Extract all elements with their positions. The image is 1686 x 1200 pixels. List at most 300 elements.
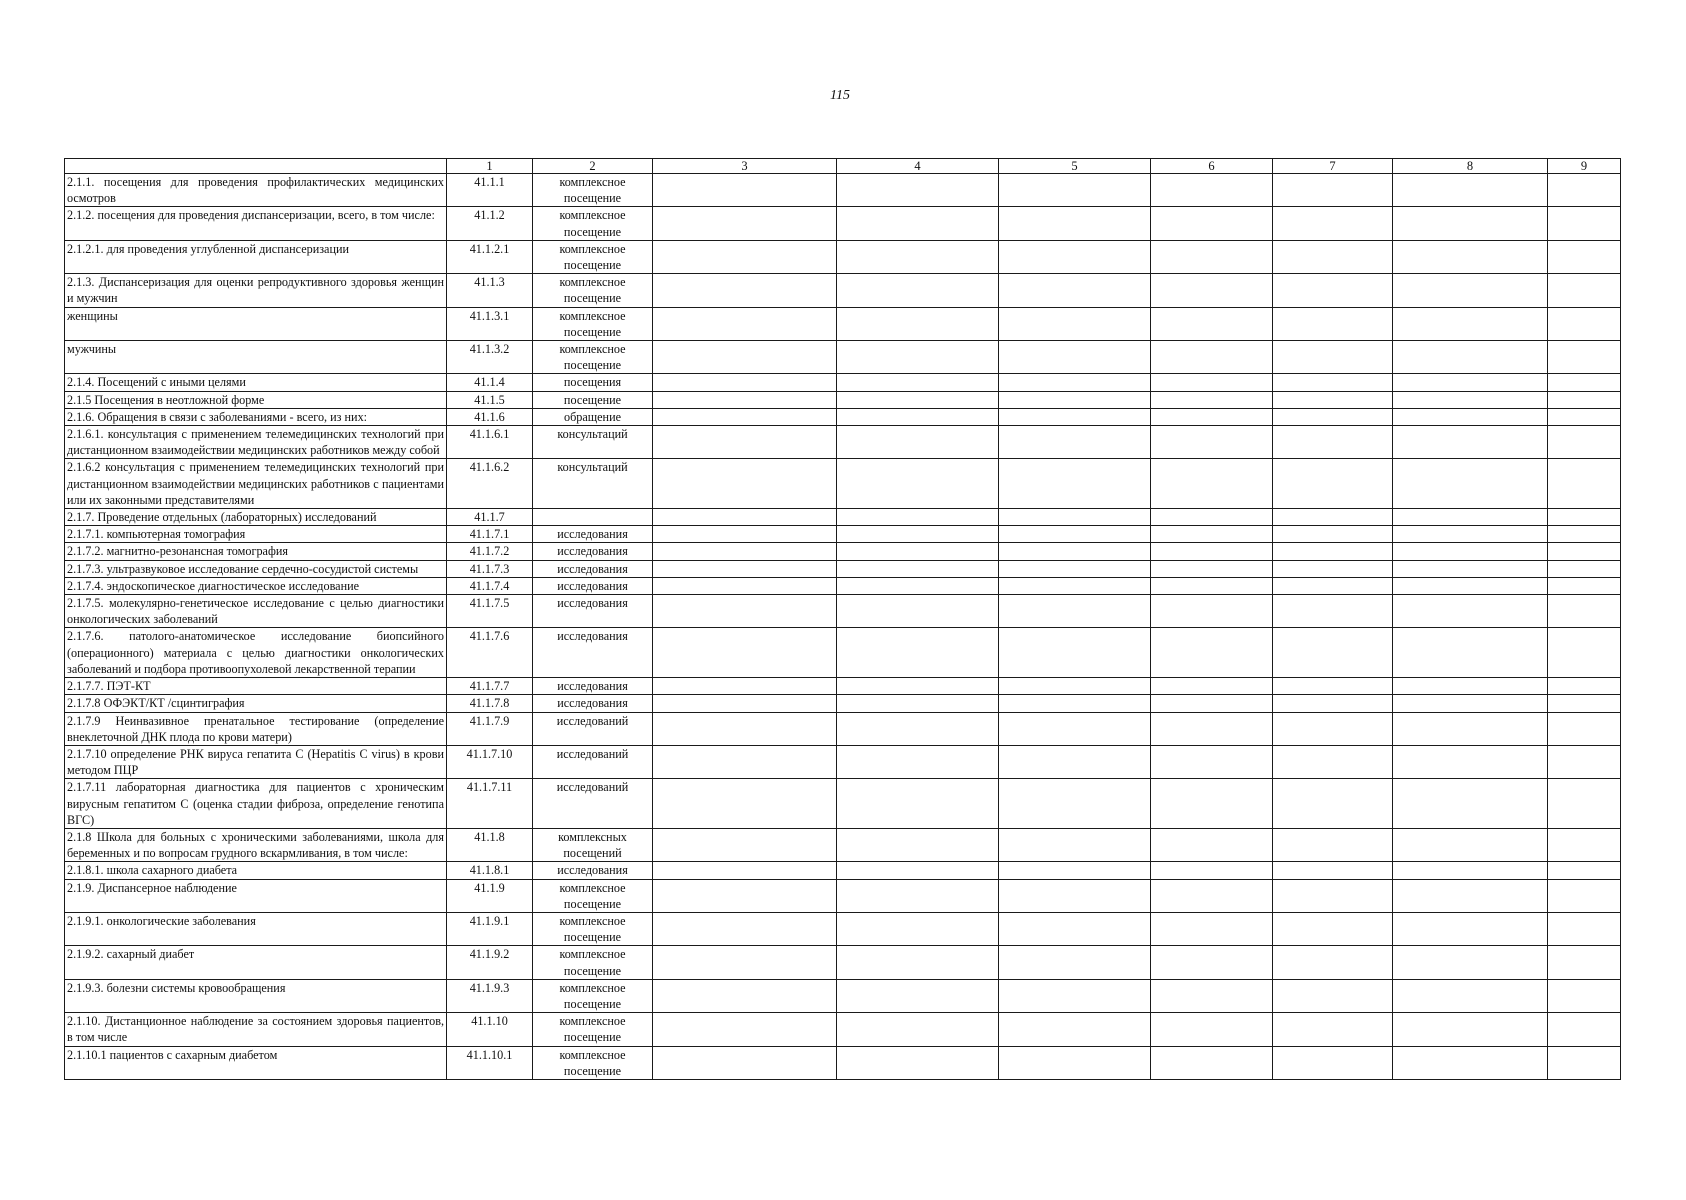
empty-value-cell xyxy=(1151,879,1273,912)
empty-value-cell xyxy=(1151,595,1273,628)
row-unit-cell: консультаций xyxy=(533,459,653,509)
column-header: 6 xyxy=(1151,159,1273,174)
empty-value-cell xyxy=(999,307,1151,340)
row-name-cell: 2.1.7.3. ультразвуковое исследование сердечно-сосудистой системы xyxy=(65,560,447,577)
empty-value-cell xyxy=(1548,374,1621,391)
empty-value-cell xyxy=(653,1046,837,1079)
empty-value-cell xyxy=(999,577,1151,594)
row-code-cell: 41.1.9.3 xyxy=(447,979,533,1012)
empty-value-cell xyxy=(1151,240,1273,273)
empty-value-cell xyxy=(653,174,837,207)
empty-value-cell xyxy=(837,509,999,526)
empty-value-cell xyxy=(837,543,999,560)
table-row xyxy=(65,426,1621,459)
empty-value-cell xyxy=(999,391,1151,408)
empty-value-cell xyxy=(1151,207,1273,240)
row-name-cell: 2.1.7.6. патолого-анатомическое исследование биопсийного (операционного) материала с целью диагностики онкологических заболеваний и подбора противоопухолевой лекарственной терапии xyxy=(65,628,447,678)
empty-value-cell xyxy=(999,1046,1151,1079)
row-code-cell: 41.1.7.11 xyxy=(447,779,533,829)
empty-value-cell xyxy=(1151,1013,1273,1046)
empty-value-cell xyxy=(1393,946,1548,979)
data-table xyxy=(64,158,1621,1080)
empty-value-cell xyxy=(837,174,999,207)
empty-value-cell xyxy=(1393,207,1548,240)
empty-value-cell xyxy=(1548,879,1621,912)
row-code-cell: 41.1.7.1 xyxy=(447,526,533,543)
empty-value-cell xyxy=(653,240,837,273)
table-row xyxy=(65,240,1621,273)
empty-value-cell xyxy=(1273,712,1393,745)
row-unit-cell: исследования xyxy=(533,595,653,628)
table-row xyxy=(65,374,1621,391)
empty-value-cell xyxy=(1548,628,1621,678)
table-row xyxy=(65,307,1621,340)
empty-value-cell xyxy=(1393,779,1548,829)
empty-value-cell xyxy=(1393,979,1548,1012)
empty-value-cell xyxy=(1273,779,1393,829)
empty-value-cell xyxy=(837,526,999,543)
empty-value-cell xyxy=(1393,459,1548,509)
empty-value-cell xyxy=(1151,979,1273,1012)
empty-value-cell xyxy=(837,207,999,240)
empty-value-cell xyxy=(837,240,999,273)
empty-value-cell xyxy=(1393,595,1548,628)
empty-value-cell xyxy=(999,595,1151,628)
empty-value-cell xyxy=(837,577,999,594)
empty-value-cell xyxy=(1548,560,1621,577)
empty-value-cell xyxy=(1393,828,1548,861)
row-code-cell: 41.1.3.1 xyxy=(447,307,533,340)
empty-value-cell xyxy=(1151,1046,1273,1079)
row-name-cell: 2.1.1. посещения для проведения профилактических медицинских осмотров xyxy=(65,174,447,207)
empty-value-cell xyxy=(999,1013,1151,1046)
empty-value-cell xyxy=(999,560,1151,577)
row-name-cell: 2.1.6.2 консультация с применением телемедицинских технологий при дистанционном взаимодействии медицинских работников с пациентами или их законными представителями xyxy=(65,459,447,509)
row-code-cell: 41.1.7.7 xyxy=(447,678,533,695)
table-row xyxy=(65,595,1621,628)
empty-value-cell xyxy=(837,912,999,945)
empty-value-cell xyxy=(1273,879,1393,912)
empty-value-cell xyxy=(999,862,1151,879)
empty-value-cell xyxy=(1548,509,1621,526)
row-unit-cell: комплексное посещение xyxy=(533,240,653,273)
empty-value-cell xyxy=(1151,374,1273,391)
empty-value-cell xyxy=(1393,543,1548,560)
empty-value-cell xyxy=(1273,678,1393,695)
empty-value-cell xyxy=(653,1013,837,1046)
empty-value-cell xyxy=(1393,426,1548,459)
empty-value-cell xyxy=(837,779,999,829)
row-code-cell: 41.1.9.1 xyxy=(447,912,533,945)
row-unit-cell xyxy=(533,509,653,526)
empty-value-cell xyxy=(1548,979,1621,1012)
row-code-cell: 41.1.7.3 xyxy=(447,560,533,577)
empty-value-cell xyxy=(1273,391,1393,408)
empty-value-cell xyxy=(1393,274,1548,307)
empty-value-cell xyxy=(1273,628,1393,678)
empty-value-cell xyxy=(1273,207,1393,240)
row-unit-cell: исследований xyxy=(533,745,653,778)
table-row xyxy=(65,274,1621,307)
empty-value-cell xyxy=(1548,174,1621,207)
empty-value-cell xyxy=(837,307,999,340)
row-name-cell: 2.1.9. Диспансерное наблюдение xyxy=(65,879,447,912)
empty-value-cell xyxy=(1151,678,1273,695)
empty-value-cell xyxy=(1151,408,1273,425)
empty-value-cell xyxy=(1151,426,1273,459)
row-code-cell: 41.1.7.8 xyxy=(447,695,533,712)
table-row xyxy=(65,207,1621,240)
empty-value-cell xyxy=(653,509,837,526)
table-row xyxy=(65,459,1621,509)
empty-value-cell xyxy=(1393,862,1548,879)
row-unit-cell: комплексное посещение xyxy=(533,274,653,307)
row-unit-cell: исследования xyxy=(533,543,653,560)
row-code-cell: 41.1.6.1 xyxy=(447,426,533,459)
empty-value-cell xyxy=(1273,1013,1393,1046)
empty-value-cell xyxy=(837,341,999,374)
empty-value-cell xyxy=(1548,946,1621,979)
empty-value-cell xyxy=(1393,560,1548,577)
empty-value-cell xyxy=(1273,426,1393,459)
row-unit-cell: исследования xyxy=(533,678,653,695)
row-code-cell: 41.1.8 xyxy=(447,828,533,861)
empty-value-cell xyxy=(999,374,1151,391)
empty-value-cell xyxy=(999,426,1151,459)
row-code-cell: 41.1.7.5 xyxy=(447,595,533,628)
row-unit-cell: комплексное посещение xyxy=(533,207,653,240)
empty-value-cell xyxy=(1548,828,1621,861)
empty-value-cell xyxy=(1273,543,1393,560)
empty-value-cell xyxy=(999,207,1151,240)
empty-value-cell xyxy=(999,979,1151,1012)
row-name-cell: 2.1.9.3. болезни системы кровообращения xyxy=(65,979,447,1012)
empty-value-cell xyxy=(1151,628,1273,678)
row-name-cell: 2.1.10.1 пациентов с сахарным диабетом xyxy=(65,1046,447,1079)
empty-value-cell xyxy=(1393,341,1548,374)
empty-value-cell xyxy=(653,526,837,543)
empty-value-cell xyxy=(1393,628,1548,678)
empty-value-cell xyxy=(1548,595,1621,628)
empty-value-cell xyxy=(999,712,1151,745)
row-code-cell: 41.1.3.2 xyxy=(447,341,533,374)
empty-value-cell xyxy=(999,509,1151,526)
empty-value-cell xyxy=(1151,560,1273,577)
empty-value-cell xyxy=(1273,240,1393,273)
empty-value-cell xyxy=(1151,779,1273,829)
empty-value-cell xyxy=(1548,526,1621,543)
row-code-cell: 41.1.7.9 xyxy=(447,712,533,745)
empty-value-cell xyxy=(1548,274,1621,307)
empty-value-cell xyxy=(1548,426,1621,459)
empty-value-cell xyxy=(1548,912,1621,945)
empty-value-cell xyxy=(837,946,999,979)
table-row xyxy=(65,695,1621,712)
row-name-cell: 2.1.4. Посещений с иными целями xyxy=(65,374,447,391)
table-row xyxy=(65,828,1621,861)
empty-value-cell xyxy=(1548,577,1621,594)
row-unit-cell: комплексное посещение xyxy=(533,946,653,979)
row-unit-cell: исследования xyxy=(533,526,653,543)
empty-value-cell xyxy=(653,274,837,307)
empty-value-cell xyxy=(1548,678,1621,695)
row-name-cell: 2.1.7.11 лабораторная диагностика для пациентов с хроническим вирусным гепатитом С (оценка стадии фиброза, определение генотипа ВГС) xyxy=(65,779,447,829)
table-row xyxy=(65,779,1621,829)
row-name-cell: 2.1.2. посещения для проведения диспансеризации, всего, в том числе: xyxy=(65,207,447,240)
empty-value-cell xyxy=(653,560,837,577)
empty-value-cell xyxy=(999,274,1151,307)
row-code-cell: 41.1.4 xyxy=(447,374,533,391)
empty-value-cell xyxy=(837,1046,999,1079)
row-code-cell: 41.1.7.10 xyxy=(447,745,533,778)
row-name-cell: 2.1.7.5. молекулярно-генетическое исследование с целью диагностики онкологических заболеваний xyxy=(65,595,447,628)
empty-value-cell xyxy=(1548,779,1621,829)
table-row xyxy=(65,391,1621,408)
empty-value-cell xyxy=(837,391,999,408)
empty-value-cell xyxy=(1548,459,1621,509)
empty-value-cell xyxy=(653,862,837,879)
table-row xyxy=(65,174,1621,207)
empty-value-cell xyxy=(1548,240,1621,273)
empty-value-cell xyxy=(1393,391,1548,408)
empty-value-cell xyxy=(1151,307,1273,340)
table-row xyxy=(65,543,1621,560)
empty-value-cell xyxy=(653,946,837,979)
empty-value-cell xyxy=(1151,543,1273,560)
table-row xyxy=(65,745,1621,778)
empty-value-cell xyxy=(837,828,999,861)
table-row xyxy=(65,712,1621,745)
row-unit-cell: обращение xyxy=(533,408,653,425)
table-row xyxy=(65,912,1621,945)
empty-value-cell xyxy=(1151,391,1273,408)
row-unit-cell: комплексное посещение xyxy=(533,1013,653,1046)
row-unit-cell: комплексное посещение xyxy=(533,174,653,207)
empty-value-cell xyxy=(999,779,1151,829)
empty-value-cell xyxy=(837,560,999,577)
empty-value-cell xyxy=(1151,912,1273,945)
empty-value-cell xyxy=(837,374,999,391)
empty-value-cell xyxy=(837,862,999,879)
empty-value-cell xyxy=(1273,862,1393,879)
empty-value-cell xyxy=(999,745,1151,778)
row-code-cell: 41.1.2 xyxy=(447,207,533,240)
empty-value-cell xyxy=(837,695,999,712)
column-header: 8 xyxy=(1393,159,1548,174)
row-unit-cell: комплексных посещений xyxy=(533,828,653,861)
empty-value-cell xyxy=(1273,374,1393,391)
empty-value-cell xyxy=(837,678,999,695)
empty-value-cell xyxy=(1548,745,1621,778)
empty-value-cell xyxy=(837,628,999,678)
row-unit-cell: исследования xyxy=(533,862,653,879)
empty-value-cell xyxy=(1393,678,1548,695)
table-row xyxy=(65,678,1621,695)
row-unit-cell: комплексное посещение xyxy=(533,979,653,1012)
column-header: 7 xyxy=(1273,159,1393,174)
empty-value-cell xyxy=(999,695,1151,712)
empty-value-cell xyxy=(999,240,1151,273)
row-code-cell: 41.1.5 xyxy=(447,391,533,408)
row-code-cell: 41.1.10 xyxy=(447,1013,533,1046)
empty-value-cell xyxy=(999,912,1151,945)
row-name-cell: мужчины xyxy=(65,341,447,374)
empty-value-cell xyxy=(1273,912,1393,945)
empty-value-cell xyxy=(837,979,999,1012)
empty-value-cell xyxy=(1273,341,1393,374)
empty-value-cell xyxy=(837,408,999,425)
row-name-cell: 2.1.7.4. эндоскопическое диагностическое исследование xyxy=(65,577,447,594)
empty-value-cell xyxy=(1393,912,1548,945)
empty-value-cell xyxy=(1151,745,1273,778)
row-unit-cell: комплексное посещение xyxy=(533,341,653,374)
empty-value-cell xyxy=(999,879,1151,912)
empty-value-cell xyxy=(999,526,1151,543)
row-unit-cell: исследований xyxy=(533,779,653,829)
empty-value-cell xyxy=(1151,174,1273,207)
empty-value-cell xyxy=(1151,712,1273,745)
empty-value-cell xyxy=(1548,391,1621,408)
empty-value-cell xyxy=(1548,712,1621,745)
empty-value-cell xyxy=(653,678,837,695)
empty-value-cell xyxy=(1273,695,1393,712)
empty-value-cell xyxy=(653,459,837,509)
empty-value-cell xyxy=(1393,712,1548,745)
column-header: 3 xyxy=(653,159,837,174)
empty-value-cell xyxy=(999,828,1151,861)
empty-value-cell xyxy=(1548,695,1621,712)
empty-value-cell xyxy=(1393,526,1548,543)
empty-value-cell xyxy=(1151,946,1273,979)
table-body xyxy=(65,174,1621,1080)
empty-value-cell xyxy=(1273,560,1393,577)
row-name-cell: 2.1.7.10 определение РНК вируса гепатита С (Hepatitis C virus) в крови методом ПЦР xyxy=(65,745,447,778)
empty-value-cell xyxy=(999,174,1151,207)
column-header: 2 xyxy=(533,159,653,174)
table-row xyxy=(65,509,1621,526)
empty-value-cell xyxy=(653,341,837,374)
empty-value-cell xyxy=(1273,745,1393,778)
empty-value-cell xyxy=(653,979,837,1012)
row-unit-cell: комплексное посещение xyxy=(533,1046,653,1079)
empty-value-cell xyxy=(1548,408,1621,425)
table-row xyxy=(65,979,1621,1012)
empty-value-cell xyxy=(653,912,837,945)
row-unit-cell: комплексное посещение xyxy=(533,307,653,340)
empty-value-cell xyxy=(837,879,999,912)
row-code-cell: 41.1.7.2 xyxy=(447,543,533,560)
table-row xyxy=(65,560,1621,577)
empty-value-cell xyxy=(837,426,999,459)
row-code-cell: 41.1.3 xyxy=(447,274,533,307)
empty-value-cell xyxy=(1548,862,1621,879)
column-header xyxy=(65,159,447,174)
row-code-cell: 41.1.8.1 xyxy=(447,862,533,879)
empty-value-cell xyxy=(1273,1046,1393,1079)
empty-value-cell xyxy=(1151,459,1273,509)
row-unit-cell: комплексное посещение xyxy=(533,879,653,912)
row-unit-cell: исследования xyxy=(533,695,653,712)
row-code-cell: 41.1.7 xyxy=(447,509,533,526)
table-row xyxy=(65,577,1621,594)
empty-value-cell xyxy=(1273,174,1393,207)
table-row xyxy=(65,341,1621,374)
row-name-cell: 2.1.2.1. для проведения углубленной диспансеризации xyxy=(65,240,447,273)
empty-value-cell xyxy=(1273,509,1393,526)
row-unit-cell: исследования xyxy=(533,628,653,678)
empty-value-cell xyxy=(999,341,1151,374)
empty-value-cell xyxy=(1393,374,1548,391)
row-name-cell: 2.1.5 Посещения в неотложной форме xyxy=(65,391,447,408)
header-row xyxy=(65,159,1621,174)
empty-value-cell xyxy=(1393,879,1548,912)
row-unit-cell: посещения xyxy=(533,374,653,391)
row-name-cell: 2.1.7. Проведение отдельных (лабораторных) исследований xyxy=(65,509,447,526)
row-name-cell: 2.1.6.1. консультация с применением телемедицинских технологий при дистанционном взаимодействии медицинских работников между собой xyxy=(65,426,447,459)
row-name-cell: 2.1.7.2. магнитно-резонансная томография xyxy=(65,543,447,560)
empty-value-cell xyxy=(1273,459,1393,509)
column-header: 1 xyxy=(447,159,533,174)
empty-value-cell xyxy=(1393,307,1548,340)
table-row xyxy=(65,628,1621,678)
table-row xyxy=(65,408,1621,425)
empty-value-cell xyxy=(653,543,837,560)
empty-value-cell xyxy=(653,207,837,240)
row-unit-cell: консультаций xyxy=(533,426,653,459)
empty-value-cell xyxy=(999,543,1151,560)
empty-value-cell xyxy=(999,408,1151,425)
empty-value-cell xyxy=(653,779,837,829)
table-row xyxy=(65,1046,1621,1079)
row-code-cell: 41.1.10.1 xyxy=(447,1046,533,1079)
row-name-cell: 2.1.8.1. школа сахарного диабета xyxy=(65,862,447,879)
empty-value-cell xyxy=(653,628,837,678)
row-name-cell: 2.1.7.1. компьютерная томография xyxy=(65,526,447,543)
row-code-cell: 41.1.9 xyxy=(447,879,533,912)
empty-value-cell xyxy=(653,307,837,340)
empty-value-cell xyxy=(1273,828,1393,861)
empty-value-cell xyxy=(1548,1046,1621,1079)
empty-value-cell xyxy=(1151,695,1273,712)
empty-value-cell xyxy=(1393,745,1548,778)
empty-value-cell xyxy=(837,1013,999,1046)
empty-value-cell xyxy=(999,946,1151,979)
empty-value-cell xyxy=(1273,595,1393,628)
empty-value-cell xyxy=(999,459,1151,509)
row-unit-cell: исследования xyxy=(533,577,653,594)
empty-value-cell xyxy=(1393,408,1548,425)
empty-value-cell xyxy=(653,695,837,712)
empty-value-cell xyxy=(653,712,837,745)
table-row xyxy=(65,1013,1621,1046)
row-name-cell: 2.1.7.7. ПЭТ-КТ xyxy=(65,678,447,695)
empty-value-cell xyxy=(1393,174,1548,207)
row-unit-cell: исследования xyxy=(533,560,653,577)
empty-value-cell xyxy=(653,391,837,408)
table-row xyxy=(65,862,1621,879)
empty-value-cell xyxy=(1548,341,1621,374)
empty-value-cell xyxy=(1273,274,1393,307)
empty-value-cell xyxy=(1151,828,1273,861)
empty-value-cell xyxy=(1151,274,1273,307)
empty-value-cell xyxy=(1273,946,1393,979)
empty-value-cell xyxy=(837,745,999,778)
row-name-cell: 2.1.7.8 ОФЭКТ/КТ /сцинтиграфия xyxy=(65,695,447,712)
empty-value-cell xyxy=(1273,526,1393,543)
empty-value-cell xyxy=(1151,509,1273,526)
row-code-cell: 41.1.7.4 xyxy=(447,577,533,594)
column-header: 4 xyxy=(837,159,999,174)
